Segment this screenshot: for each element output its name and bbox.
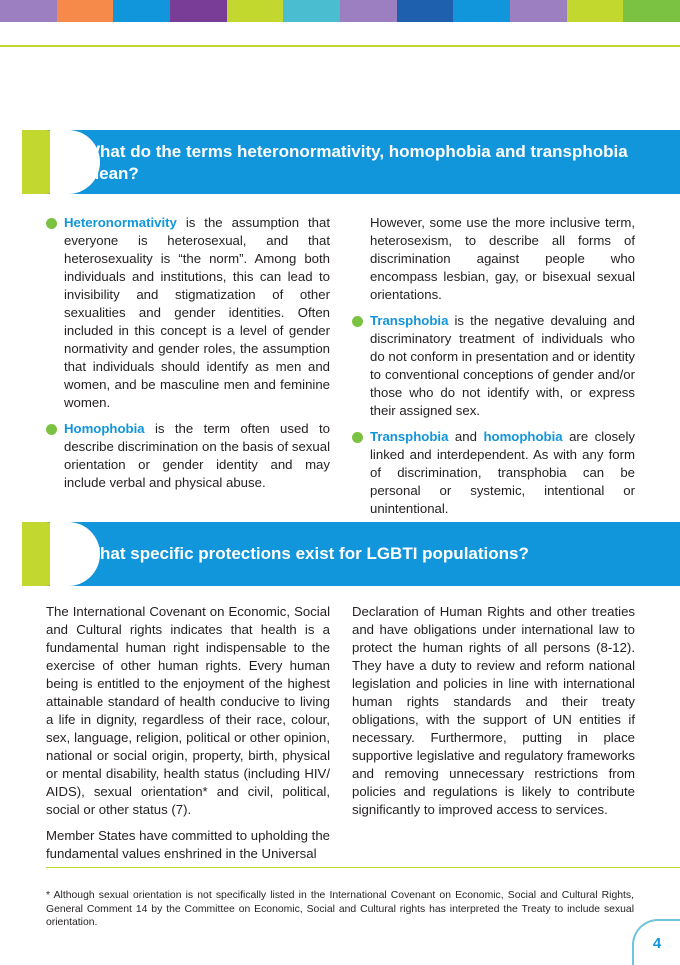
page-number: 4 [632, 919, 680, 965]
section-title-protections: What specific protections exist for LGBTI populations? [84, 544, 529, 563]
bullet-icon [46, 424, 57, 435]
color-stripe-segment [397, 0, 454, 22]
color-stripe-segment [283, 0, 340, 22]
color-stripe-segment [567, 0, 624, 22]
color-stripe-segment [340, 0, 397, 22]
bullet-icon [46, 218, 57, 229]
definitions-right-column [352, 214, 635, 518]
section-header-terms [22, 130, 680, 194]
definition-text: are closely linked and interdependent. As with any form of discrimination, transphobia can be personal or systemic, intentional or unintentional. [370, 429, 635, 516]
color-stripe-segment [453, 0, 510, 22]
declaration-paragraph: Declaration of Human Rights and other treaties and have obligations under international law to protect the human rights of all persons (8-12). They have a duty to review and reform national legislation and policies in line with international human rights standards and their treaty obligations, with the support of UN entities if necessary. Furthermore, putting in place supportive legislative and regulatory frameworks and removing unnecessary restrictions from policies and regulations is likely to contribute significantly to improved access to services. [352, 604, 635, 817]
color-stripe-segment [510, 0, 567, 22]
definitions-left-column [46, 214, 330, 492]
term-transphobia-2: Transphobia [370, 429, 449, 444]
footnote-divider [46, 867, 680, 868]
color-stripe-segment [170, 0, 227, 22]
section-title-terms: What do the terms heteronormativity, homophobia and transphobia mean? [84, 142, 628, 183]
covenant-paragraph: The International Covenant on Economic, Social and Cultural rights indicates that health is a fundamental human right indispensable to the exercise of other human rights. Every human being is entitled to the enjoyment of the highest attainable standard of health conducive to living a life in dignity, regardless of their race, colour, sex, language, religion, political or other opinion, national or social origin, property, birth, physical or mental disability, health status (including HIV/ AIDS), sexual orientation* and civil, political, social or other status (7). [46, 604, 330, 817]
definition-homophobia [46, 420, 330, 492]
bullet-icon [352, 316, 363, 327]
protections-left-column [46, 603, 330, 863]
color-stripe-segment [227, 0, 284, 22]
top-divider [0, 45, 680, 47]
definition-linked [352, 428, 635, 518]
definition-text: is the term often used to describe discrimination on the basis of sexual orientation or gender identity and may include verbal and physical abuse. [64, 421, 330, 490]
protections-right-column [352, 603, 635, 819]
and-text: and [448, 429, 484, 444]
term-homophobia-2: homophobia [483, 429, 563, 444]
section-header-protections [22, 522, 680, 586]
definition-heteronormativity [46, 214, 330, 412]
term-heteronormativity: Heteronormativity [64, 215, 177, 230]
color-stripe-segment [0, 0, 57, 22]
member-states-paragraph: Member States have committed to upholding the fundamental values enshrined in the Universal [46, 828, 330, 861]
term-homophobia: Homophobia [64, 421, 145, 436]
definition-text: is the negative devaluing and discriminatory treatment of individuals who do not conform in presentation and or identity to conventional conceptions of gender and/or those who do not identify with, or express their assigned sex. [370, 313, 635, 418]
color-stripe-segment [57, 0, 114, 22]
color-stripe-segment [113, 0, 170, 22]
definition-transphobia [352, 312, 635, 420]
heterosexism-paragraph: However, some use the more inclusive term, heterosexism, to describe all forms of discrimination against people who encompass lesbian, gay, or bisexual sexual orientations. [370, 215, 635, 302]
color-stripe-bar [0, 0, 680, 22]
bullet-icon [352, 432, 363, 443]
footnote: * Although sexual orientation is not specifically listed in the International Covenant on Economic, Social and Cultural Rights, General Comment 14 by the Committee on Economic, Social and Cultural rights has interpreted the Treaty to include sexual orientation. [46, 890, 634, 929]
definition-text: is the assumption that everyone is heterosexual, and that heterosexuality is “the norm”. Among both individuals and institutions, this can lead to invisibility and stigmatization of other sexualities and gender identities. Often included in this concept is a level of gender normativity and gender roles, the assumption that individuals should identify as men and women, and be masculine men and feminine women. [64, 215, 330, 410]
color-stripe-segment [623, 0, 680, 22]
term-transphobia: Transphobia [370, 313, 449, 328]
